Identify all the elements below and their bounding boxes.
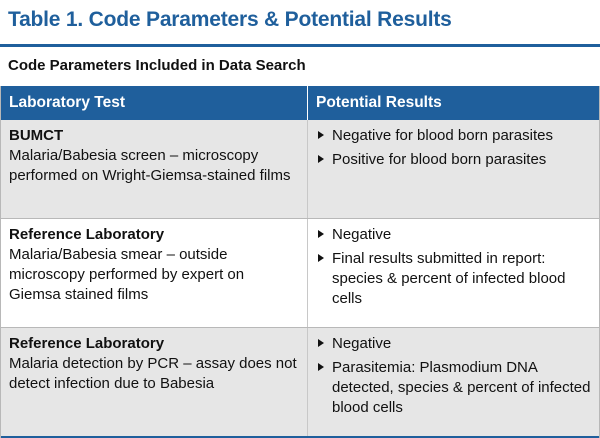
table-row <box>1 120 599 219</box>
title-divider <box>0 44 600 47</box>
laboratory-test-cell <box>1 120 308 218</box>
table-row <box>1 328 599 438</box>
result-text: Final results submitted in report: species & percent of infected blood cells <box>332 250 566 307</box>
table-header-row <box>1 86 599 120</box>
results-list <box>316 334 591 418</box>
header-laboratory-test: Laboratory Test <box>1 86 308 120</box>
table-row <box>1 219 599 328</box>
list-item <box>316 249 591 309</box>
list-item <box>316 126 591 146</box>
header-potential-results: Potential Results <box>316 94 442 111</box>
result-text: Negative <box>332 335 392 352</box>
table-subtitle: Code Parameters Included in Data Search <box>8 57 306 74</box>
table-title: Table 1. Code Parameters & Potential Results <box>8 8 452 31</box>
triangle-right-bullet-icon <box>318 339 324 347</box>
triangle-right-bullet-icon <box>318 254 324 262</box>
results-list <box>316 126 591 170</box>
list-item <box>316 358 591 418</box>
list-item <box>316 225 591 245</box>
triangle-right-bullet-icon <box>318 230 324 238</box>
laboratory-test-name: Reference Laboratory <box>9 226 165 243</box>
laboratory-test-name: Reference Laboratory <box>9 335 165 352</box>
result-text: Positive for blood born parasites <box>332 151 547 168</box>
laboratory-test-cell <box>1 328 308 436</box>
potential-results-cell <box>308 328 599 436</box>
results-list <box>316 225 591 309</box>
result-text: Negative for blood born parasites <box>332 127 553 144</box>
list-item <box>316 150 591 170</box>
triangle-right-bullet-icon <box>318 363 324 371</box>
laboratory-test-description: Malaria detection by PCR – assay does not detect infection due to Babesia <box>9 355 297 392</box>
parameters-table <box>0 86 600 438</box>
triangle-right-bullet-icon <box>318 131 324 139</box>
result-text: Negative <box>332 226 392 243</box>
laboratory-test-cell <box>1 219 308 327</box>
laboratory-test-name: BUMCT <box>9 127 64 144</box>
potential-results-cell <box>308 120 599 218</box>
potential-results-cell <box>308 219 599 327</box>
result-text: Parasitemia: Plasmodium DNA detected, species & percent of infected blood cells <box>332 359 591 416</box>
laboratory-test-description: Malaria/Babesia smear – outside microscopy performed by expert on Giemsa stained films <box>9 246 245 303</box>
laboratory-test-description: Malaria/Babesia screen – microscopy performed on Wright-Giemsa-stained films <box>9 147 291 184</box>
triangle-right-bullet-icon <box>318 155 324 163</box>
list-item <box>316 334 591 354</box>
